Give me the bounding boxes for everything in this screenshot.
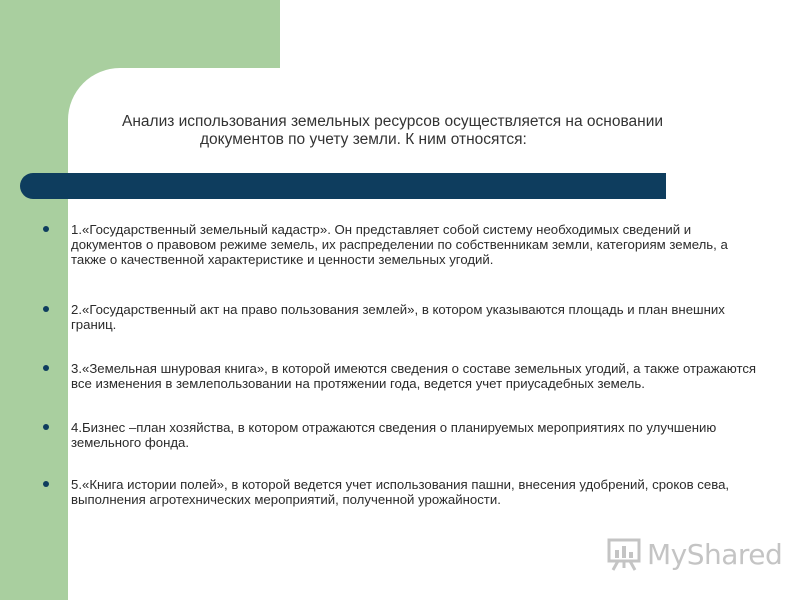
list-item [40, 477, 760, 507]
bullet-icon [43, 481, 49, 487]
document-list [40, 222, 760, 507]
list-item-text: 2.«Государственный акт на право пользования землей», в котором указываются площадь и план внешних границ. [71, 302, 725, 332]
background-green-top [0, 0, 280, 68]
list-item [40, 302, 760, 332]
list-item-text: 5.«Книга истории полей», в которой ведется учет использования пашни, внесения удобрений, сроков сева, выполнения агротехнических мероприятий, полученной урожайности. [71, 477, 730, 507]
list-item-text: 1.«Государственный земельный кадастр». Он представляет собой систему необходимых сведений и документов о правовом режиме земель, их распределении по собственникам земли, категориям земель, а также о качественной характеристике и ценности земельных угодий. [71, 222, 728, 267]
title-line-2: документов по учету земли. К ним относятся: [200, 131, 527, 148]
presentation-board-icon [607, 537, 643, 571]
watermark-text: MyShared [647, 537, 783, 571]
watermark-logo[interactable] [607, 537, 782, 571]
list-item [40, 222, 760, 267]
list-item [40, 361, 760, 391]
slide-title [122, 113, 762, 149]
list-item-text: 3.«Земельная шнуровая книга», в которой имеются сведения о составе земельных угодий, а также отражаются все изменения в землепользовании на протяжении года, ведется учет приусадебных земель. [71, 361, 757, 391]
bullet-icon [43, 226, 49, 232]
bullet-icon [43, 424, 49, 430]
bullet-icon [43, 306, 49, 312]
divider-bar [20, 173, 666, 199]
list-item-text: 4.Бизнес –план хозяйства, в котором отражаются сведения о планируемых мероприятиях по улучшению земельного фонда. [71, 420, 717, 450]
bullet-icon [43, 365, 49, 371]
title-line-1: Анализ использования земельных ресурсов осуществляется на основании [122, 113, 664, 130]
list-item [40, 420, 760, 450]
